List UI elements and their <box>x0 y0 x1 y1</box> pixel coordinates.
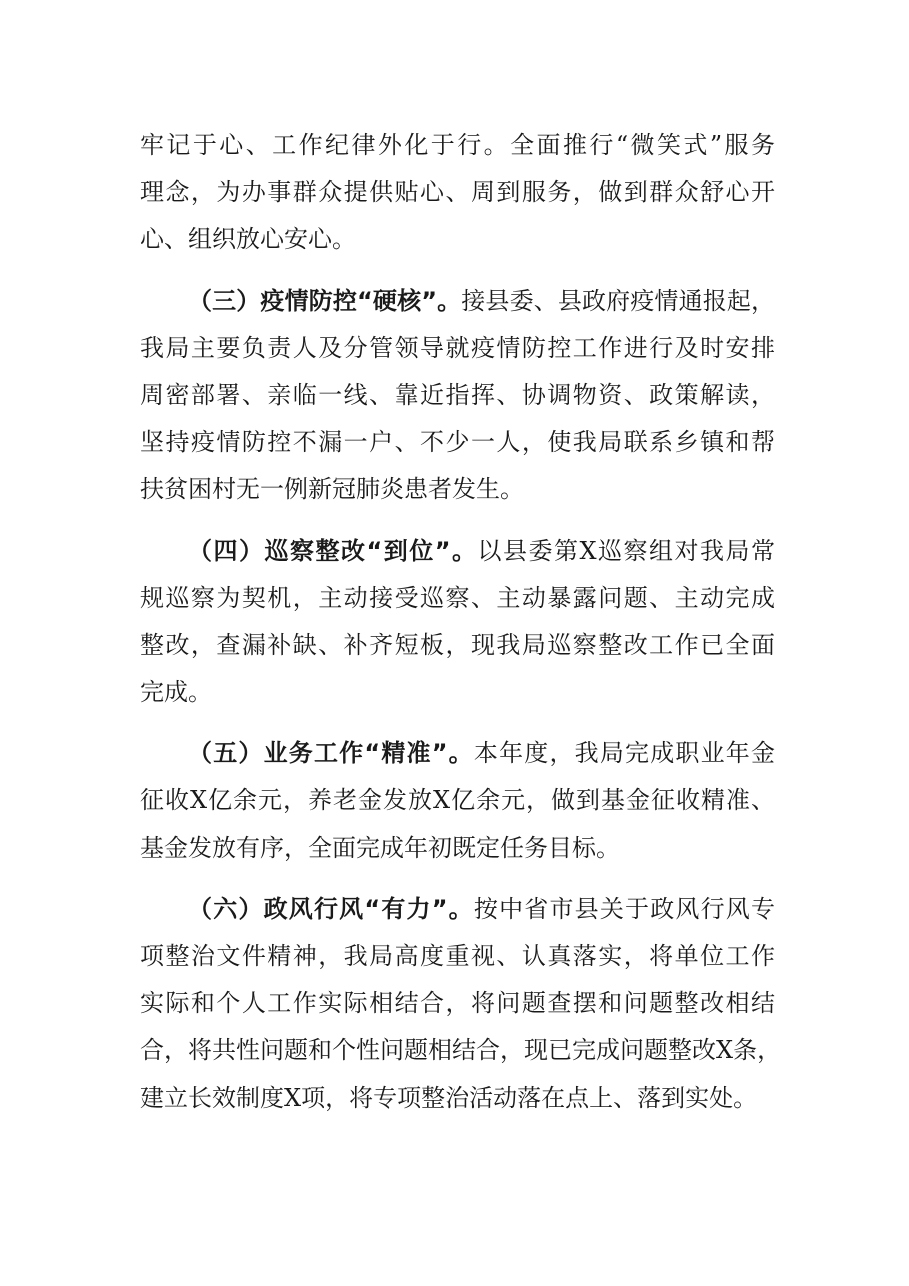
text-line <box>140 278 775 325</box>
section-heading: （四）巡察整改“到位”。 <box>188 536 478 565</box>
text-run: 按中省市县关于政风行风专 <box>473 894 776 923</box>
text-run: 接县委、县政府疫情通报起， <box>461 286 776 315</box>
document-body <box>140 122 782 1122</box>
text-line: 基金发放有序，全面完成年初既定任务目标。 <box>140 833 620 862</box>
text-line: 坚持疫情防控不漏一户、不少一人，使我局联系乡镇和帮 <box>140 428 775 457</box>
text-run: 以县委第X巡察组对我局常 <box>477 536 776 565</box>
text-line: 我局主要负责人及分管领导就疫情防控工作进行及时安排 <box>140 333 775 362</box>
text-line <box>140 730 775 777</box>
paragraph-business-work <box>140 730 775 872</box>
text-line <box>140 886 775 933</box>
text-line <box>140 528 775 575</box>
text-line: 征收X亿余元，养老金发放X亿余元，做到基金征收精准、 <box>140 786 775 815</box>
section-heading: （五）业务工作“精准”。 <box>188 739 474 768</box>
text-line: 心、组织放心安心。 <box>140 225 356 254</box>
text-run: 本年度，我局完成职业年金 <box>473 739 776 768</box>
text-line: 扶贫困村无一例新冠肺炎患者发生。 <box>140 475 524 504</box>
text-line: 周密部署、亲临一线、靠近指挥、协调物资、政策解读， <box>140 380 775 409</box>
text-line: 规巡察为契机，主动接受巡察、主动暴露问题、主动完成 <box>140 583 775 612</box>
text-line: 建立长效制度X项，将专项整治活动落在点上、落到实处。 <box>140 1083 758 1112</box>
text-line: 理念，为办事群众提供贴心、周到服务，做到群众舒心开 <box>140 178 775 207</box>
paragraph-work-style <box>140 886 782 1122</box>
section-heading: （三）疫情防控“硬核”。 <box>188 286 462 315</box>
text-line: 牢记于心、工作纪律外化于行。全面推行“微笑式”服务 <box>140 131 775 159</box>
section-heading: （六）政风行风“有力”。 <box>188 894 474 923</box>
text-line: 项整治文件精神，我局高度重视、认真落实，将单位工作 <box>140 942 775 970</box>
text-line: 实际和个人工作实际相结合，将问题查摆和问题整改相结 <box>140 989 775 1018</box>
text-line: 合，将共性问题和个性问题相结合，现已完成问题整改X条， <box>140 1036 782 1065</box>
text-line: 整改，查漏补缺、补齐短板，现我局巡察整改工作已全面 <box>140 630 775 659</box>
paragraph-epidemic-control <box>140 278 775 514</box>
text-line: 完成。 <box>140 678 212 707</box>
paragraph-inspection-rectification <box>140 528 775 717</box>
paragraph-continuation <box>140 122 775 264</box>
